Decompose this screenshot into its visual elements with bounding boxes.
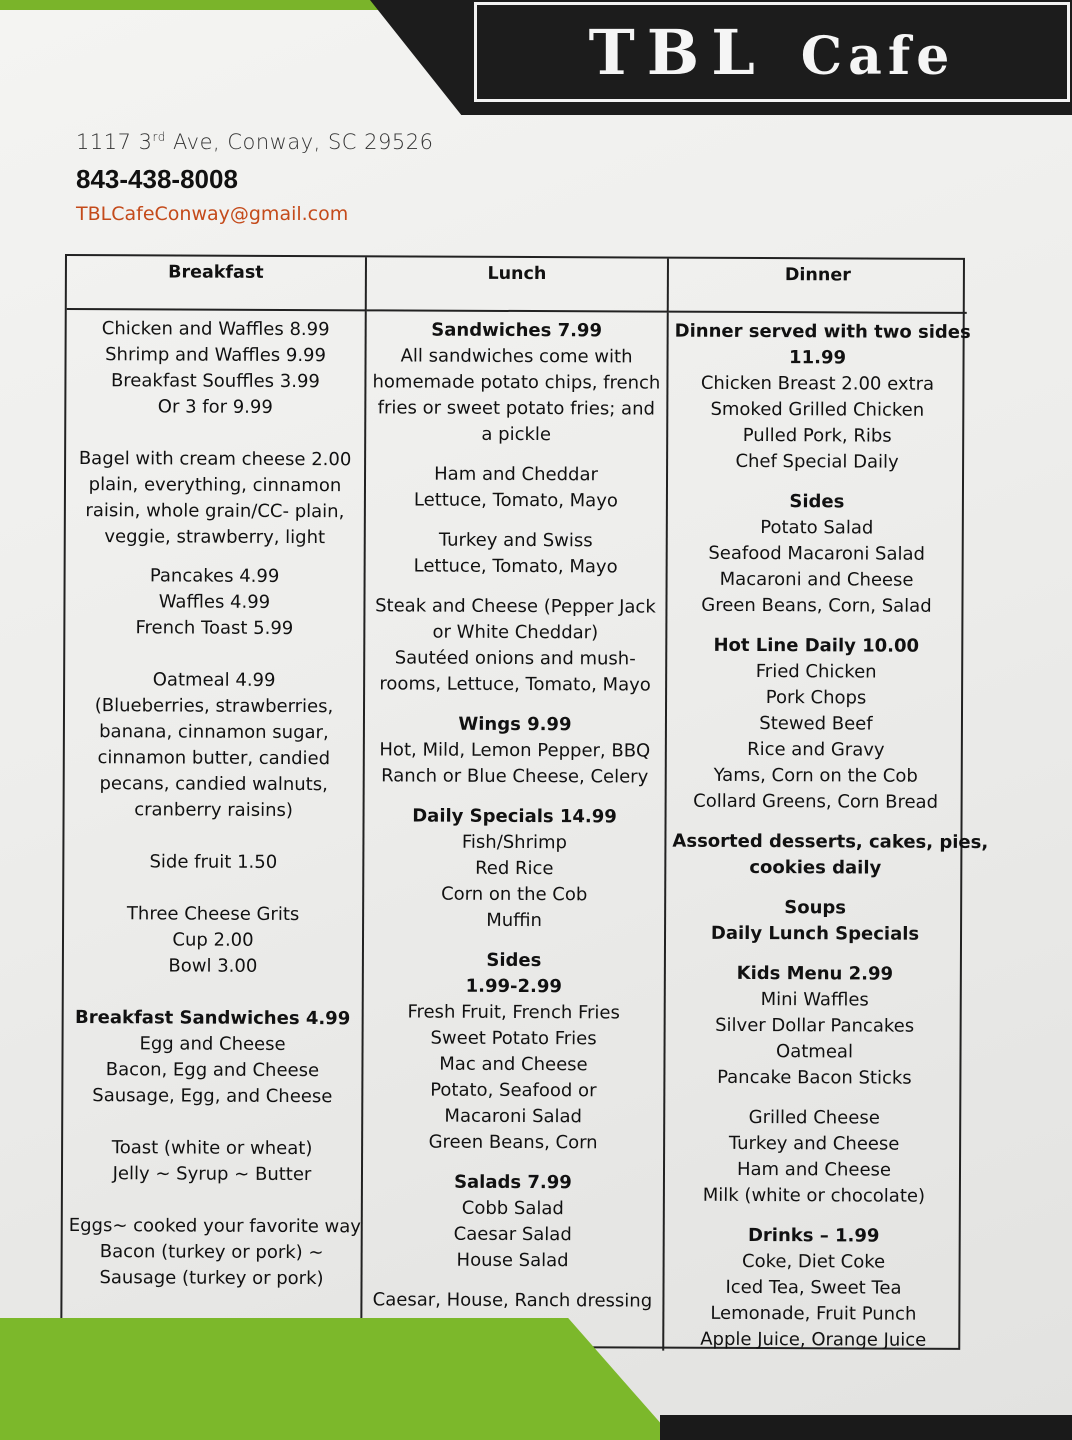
dinner-column xyxy=(664,313,989,1352)
menu-heading: Daily Lunch Specials xyxy=(710,922,920,945)
menu-item: or White Cheddar) xyxy=(432,621,599,644)
menu-item: banana, cinnamon sugar, xyxy=(99,721,329,744)
menu-group xyxy=(372,317,661,448)
menu-group xyxy=(671,1105,957,1210)
menu-item: Muffin xyxy=(486,909,543,932)
header-breakfast: Breakfast xyxy=(67,256,367,311)
email-address: TBLCafeConway@gmail.com xyxy=(76,203,349,225)
address-start: 1117 3 xyxy=(76,130,153,154)
menu-group xyxy=(370,803,659,934)
menu-group xyxy=(71,667,358,824)
menu-group xyxy=(372,527,660,580)
menu-item: Oatmeal 4.99 xyxy=(152,669,276,691)
menu-item: Turkey and Cheese xyxy=(728,1132,900,1155)
dark-accent-bottom xyxy=(660,1415,1072,1440)
menu-item: Bacon (turkey or pork) ~ xyxy=(99,1241,324,1264)
menu-item: Sautéed onions and mush- xyxy=(394,647,636,670)
menu-table xyxy=(60,254,989,1351)
menu-item: Mini Waffles xyxy=(760,989,869,1011)
menu-group xyxy=(672,829,989,882)
contact-info xyxy=(76,130,433,225)
menu-item: Fried Chicken xyxy=(755,661,877,683)
menu-item: Collard Greens, Corn Bread xyxy=(693,790,939,813)
menu-item: Sausage (turkey or pork) xyxy=(99,1267,324,1290)
menu-heading: Wings 9.99 xyxy=(458,713,572,736)
menu-item: Potato, Seafood or xyxy=(430,1079,597,1102)
menu-item: Waffles 4.99 xyxy=(158,591,271,613)
menu-item: Egg and Cheese xyxy=(139,1033,286,1055)
menu-item: Bacon, Egg and Cheese xyxy=(105,1059,320,1082)
menu-item: House Salad xyxy=(456,1249,569,1272)
menu-group xyxy=(70,901,356,980)
menu-group xyxy=(371,593,659,698)
green-accent-top xyxy=(0,0,400,10)
menu-item: veggie, strawberry, light xyxy=(104,526,326,549)
address xyxy=(76,130,433,154)
menu-group xyxy=(672,895,958,948)
menu-item: fries or sweet potato fries; and xyxy=(377,397,655,420)
menu-item: Cobb Salad xyxy=(461,1197,564,1220)
menu-group xyxy=(371,711,659,790)
menu-group xyxy=(368,1287,656,1314)
phone-number: 843-438-8008 xyxy=(76,164,238,194)
menu-item: Rice and Gravy xyxy=(747,738,885,761)
menu-item: Jelly ~ Syrup ~ Butter xyxy=(112,1163,312,1186)
menu-item: Grilled Cheese xyxy=(748,1106,880,1129)
menu-item: Red Rice xyxy=(475,857,554,880)
menu-item: Side fruit 1.50 xyxy=(149,851,278,873)
menu-item: Lettuce, Tomato, Mayo xyxy=(413,489,618,512)
menu-item: a pickle xyxy=(481,423,552,446)
menu-item: Three Cheese Grits xyxy=(126,903,300,926)
menu-heading: Assorted desserts, cakes, pies, xyxy=(672,830,989,854)
menu-item: Oatmeal xyxy=(776,1041,854,1063)
address-rest: Ave, Conway, SC 29526 xyxy=(165,130,434,154)
menu-item: Corn on the Cob xyxy=(441,883,588,906)
menu-heading: Dinner served with two sides xyxy=(674,320,971,343)
menu-group xyxy=(372,461,660,514)
menu-item: Macaroni Salad xyxy=(444,1105,583,1128)
menu-item: plain, everything, cinnamon xyxy=(88,474,342,497)
menu-item: All sandwiches come with xyxy=(400,345,633,368)
menu-item: Potato Salad xyxy=(760,517,874,539)
menu-item: Toast (white or wheat) xyxy=(111,1137,313,1160)
menu-group xyxy=(69,1135,355,1188)
menu-item: Smoked Grilled Chicken xyxy=(710,398,925,421)
cafe-name xyxy=(589,16,956,89)
menu-item: Chicken Breast 2.00 extra xyxy=(700,372,935,395)
menu-heading: 1.99-2.99 xyxy=(465,975,562,998)
menu-item: Coke, Diet Coke xyxy=(742,1250,886,1273)
lunch-column xyxy=(362,311,669,1350)
menu-item: Lettuce, Tomato, Mayo xyxy=(413,555,618,578)
menu-group xyxy=(674,319,971,476)
menu-item: Steak and Cheese (Pepper Jack xyxy=(375,595,656,618)
menu-item: Pork Chops xyxy=(765,687,867,709)
menu-item: Apple Juice, Orange Juice xyxy=(700,1328,927,1351)
menu-item: French Toast 5.99 xyxy=(135,617,294,639)
menu-heading: cookies daily xyxy=(749,856,882,879)
menu-heading: Sides xyxy=(789,491,845,513)
menu-item: homemade potato chips, french xyxy=(372,371,661,394)
menu-item: Seafood Macaroni Salad xyxy=(708,542,926,565)
menu-heading: Salads 7.99 xyxy=(454,1171,572,1194)
menu-group xyxy=(671,961,958,1092)
menu-heading: Drinks – 1.99 xyxy=(747,1224,880,1247)
menu-heading: Hot Line Daily 10.00 xyxy=(713,634,920,657)
menu-heading: Daily Specials 14.99 xyxy=(412,805,617,828)
menu-item: Ham and Cheese xyxy=(736,1158,892,1181)
menu-heading: Sandwiches 7.99 xyxy=(431,319,603,342)
menu-group xyxy=(72,446,358,551)
address-ordinal: rd xyxy=(152,130,166,144)
menu-item: raisin, whole grain/CC- plain, xyxy=(85,500,345,523)
menu-item: Ham and Cheddar xyxy=(434,463,598,486)
menu-item: Green Beans, Corn, Salad xyxy=(701,594,932,617)
menu-item: Chicken and Waffles 8.99 xyxy=(101,318,330,341)
menu-heading: Sides xyxy=(486,949,542,972)
menu-item: Bowl 3.00 xyxy=(168,955,258,977)
menu-item: Shrimp and Waffles 9.99 xyxy=(105,344,327,367)
menu-item: Green Beans, Corn xyxy=(428,1131,598,1154)
menu-group xyxy=(670,1223,957,1354)
menu-item: Stewed Beef xyxy=(759,713,873,735)
menu-item: Eggs~ cooked your favorite way xyxy=(68,1215,362,1238)
cafe-name-part-1: TBL xyxy=(588,15,767,89)
menu-item: Macaroni and Cheese xyxy=(719,568,914,591)
header-dinner: Dinner xyxy=(669,259,967,314)
menu-group xyxy=(68,1213,362,1292)
menu-item: Pulled Pork, Ribs xyxy=(742,424,892,447)
menu-heading: 11.99 xyxy=(789,347,847,369)
menu-item: Pancake Bacon Sticks xyxy=(717,1066,912,1089)
menu-item: Fresh Fruit, French Fries xyxy=(407,1001,620,1024)
menu-group xyxy=(369,1169,657,1274)
menu-group xyxy=(673,489,960,620)
menu-item: Or 3 for 9.99 xyxy=(157,396,273,418)
menu-group xyxy=(673,633,960,816)
menu-item: Yams, Corn on the Cob xyxy=(713,764,918,787)
menu-item: Caesar, House, Ranch dressing xyxy=(372,1289,653,1312)
menu-heading: Breakfast Sandwiches 4.99 xyxy=(75,1007,351,1030)
menu-item: Fish/Shrimp xyxy=(461,831,568,854)
menu-group xyxy=(70,849,356,876)
menu-item: Pancakes 4.99 xyxy=(149,565,280,587)
menu-item: Lemonade, Fruit Punch xyxy=(710,1302,917,1325)
cafe-name-part-2: Cafe xyxy=(800,25,956,87)
title-box xyxy=(474,2,1070,102)
menu-item: Sausage, Egg, and Cheese xyxy=(92,1085,333,1108)
menu-group xyxy=(71,563,357,642)
header-lunch: Lunch xyxy=(367,257,669,312)
menu-item: Chef Special Daily xyxy=(735,450,899,473)
menu-item: cinnamon butter, candied xyxy=(97,747,331,770)
menu-group xyxy=(72,316,358,421)
menu-item: (Blueberries, strawberries, xyxy=(94,695,334,718)
menu-item: Silver Dollar Pancakes xyxy=(715,1014,915,1037)
menu-item: Breakfast Souffles 3.99 xyxy=(110,370,320,393)
menu-item: pecans, candied walnuts, xyxy=(99,773,328,796)
menu-heading: Soups xyxy=(784,897,847,919)
menu-item: Mac and Cheese xyxy=(439,1053,588,1076)
menu-item: Caesar Salad xyxy=(453,1223,572,1246)
menu-group xyxy=(369,947,658,1156)
menu-item: Cup 2.00 xyxy=(172,929,254,951)
menu-item: Hot, Mild, Lemon Pepper, BBQ xyxy=(379,739,651,762)
menu-group xyxy=(69,1005,355,1110)
menu-heading: Kids Menu 2.99 xyxy=(736,962,894,985)
menu-item: Iced Tea, Sweet Tea xyxy=(725,1276,902,1299)
menu-item: cranberry raisins) xyxy=(134,799,293,821)
menu-item: rooms, Lettuce, Tomato, Mayo xyxy=(379,673,651,696)
menu-item: Sweet Potato Fries xyxy=(430,1027,597,1050)
menu-item: Bagel with cream cheese 2.00 xyxy=(78,448,352,471)
menu-item: Turkey and Swiss xyxy=(438,529,593,552)
menu-item: Milk (white or chocolate) xyxy=(702,1184,926,1207)
menu-item: Ranch or Blue Cheese, Celery xyxy=(381,765,649,788)
breakfast-column xyxy=(62,310,367,1349)
